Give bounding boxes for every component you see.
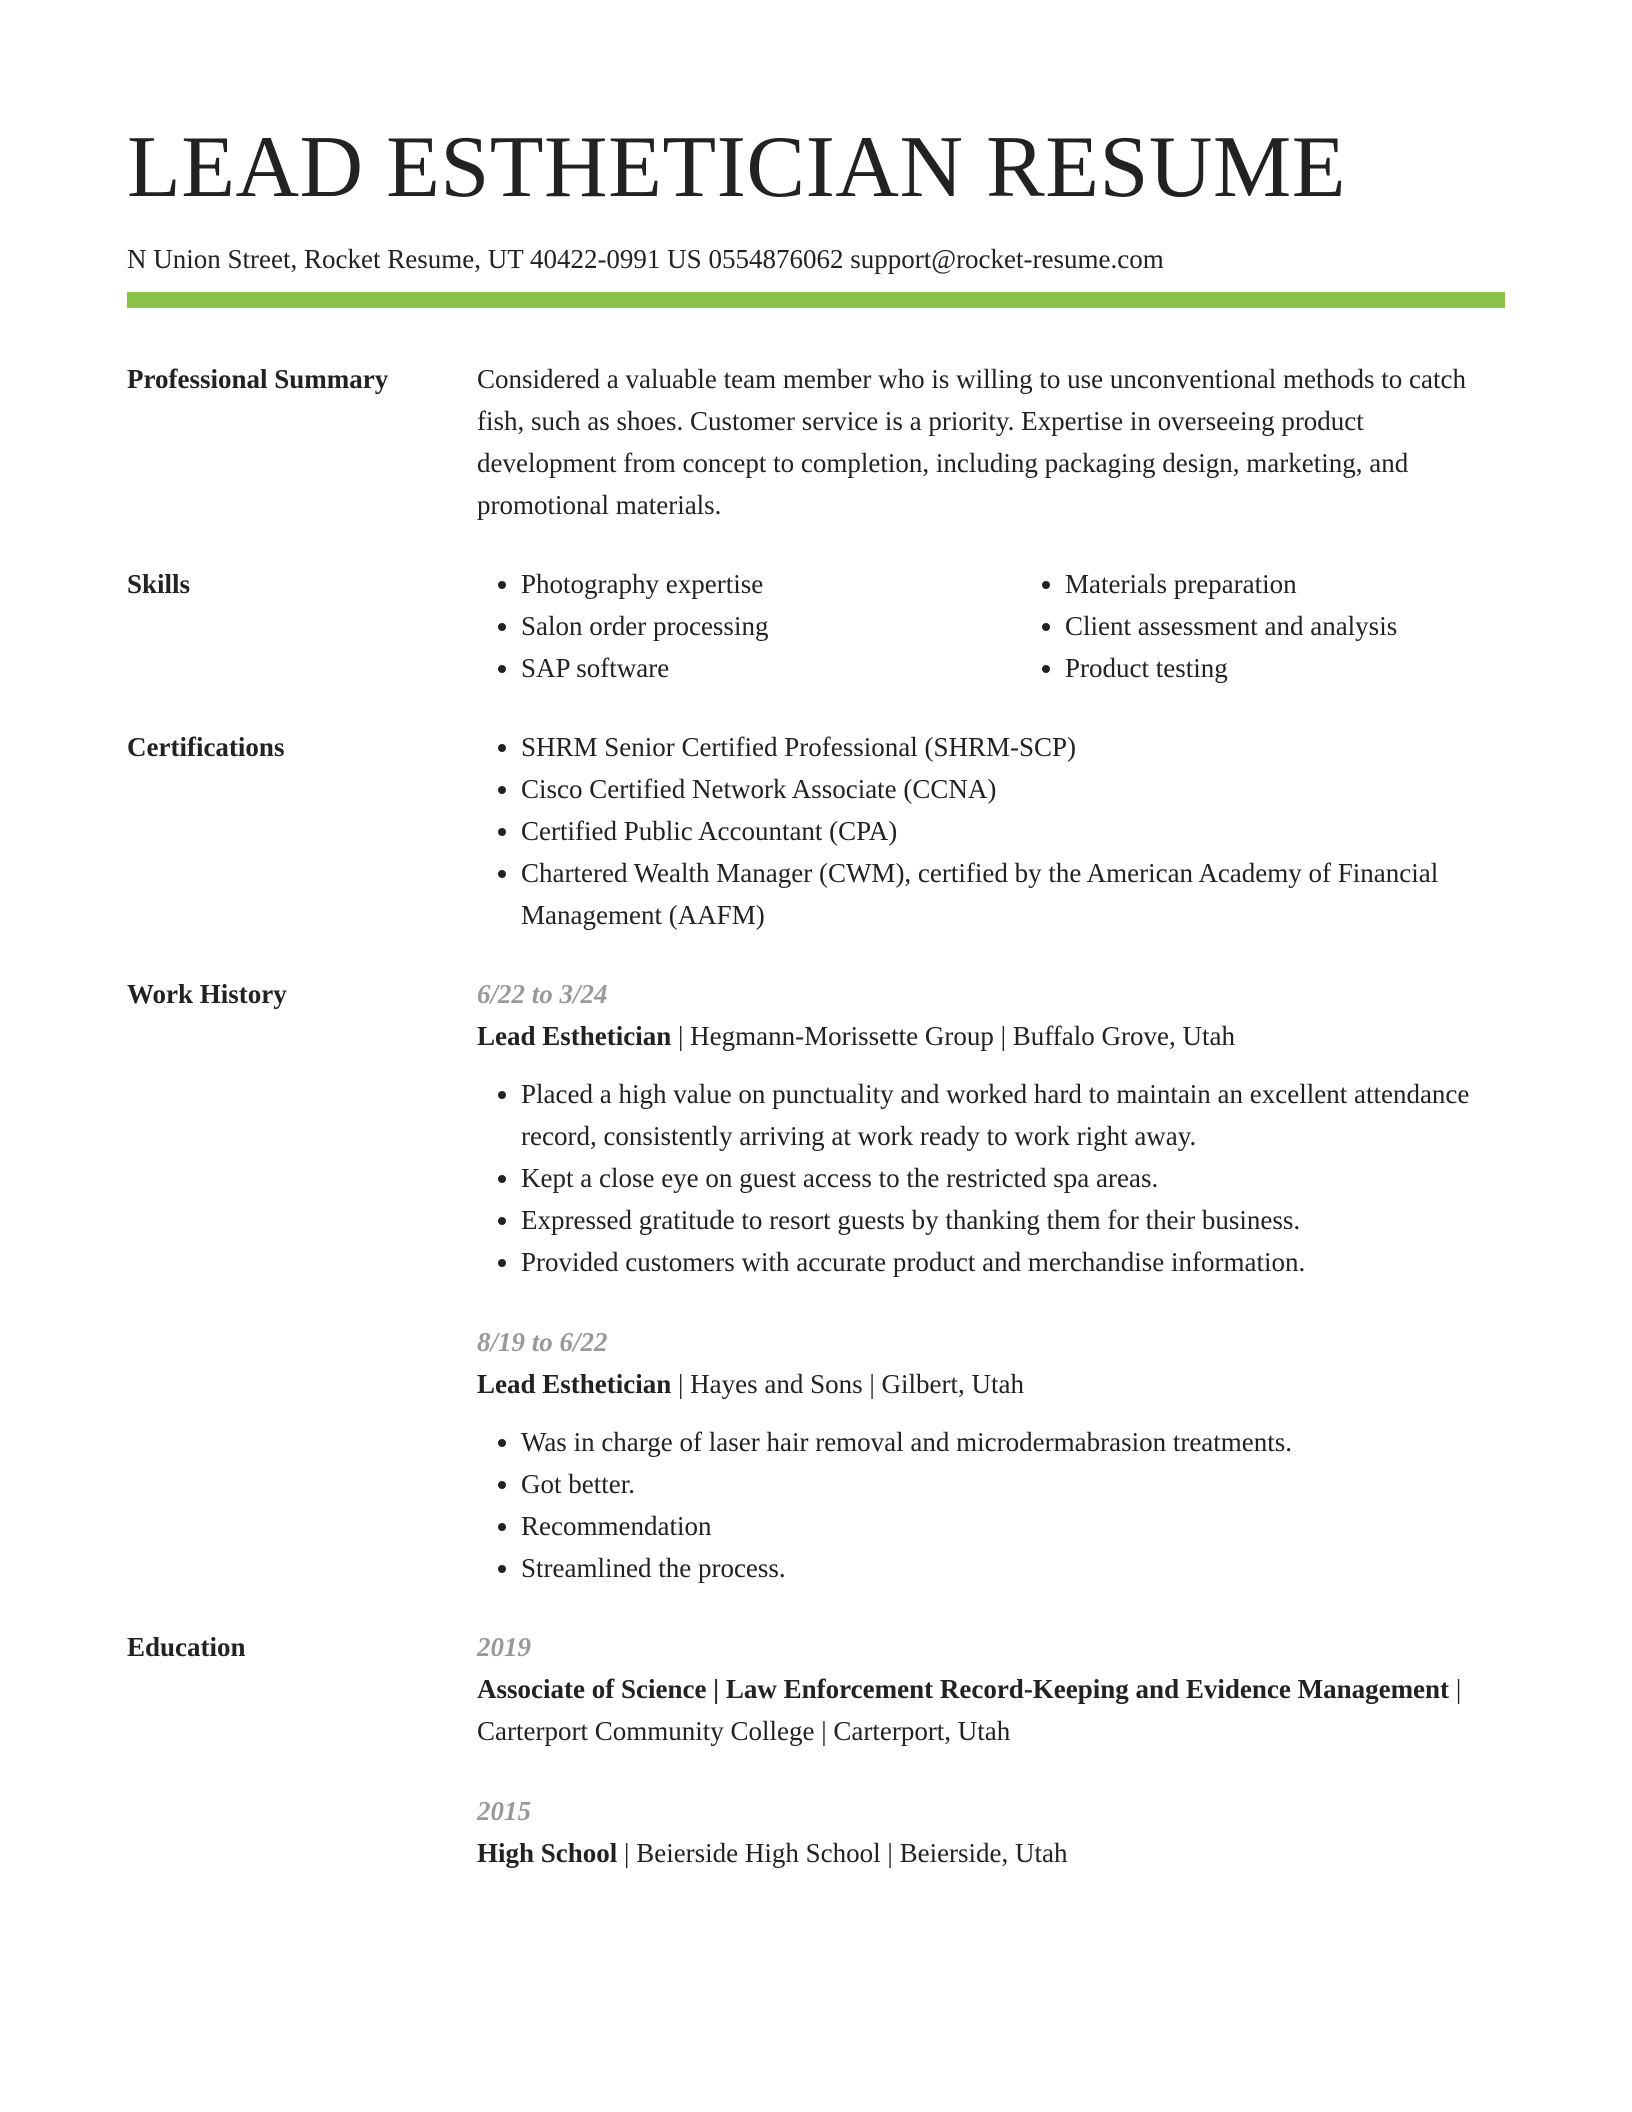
accent-divider	[127, 292, 1505, 308]
job-bullets	[477, 1073, 1505, 1283]
skill-item: • Materials preparation	[1065, 563, 1565, 605]
job-bullet: • Expressed gratitude to resort guests by thanking them for their business.	[521, 1199, 1505, 1241]
job-bullet: • Was in charge of laser hair removal and microdermabrasion treatments.	[521, 1421, 1505, 1463]
contact-line: N Union Street, Rocket Resume, UT 40422-0991 US 0554876062 support@rocket-resume.com	[127, 244, 1164, 274]
skills-body	[477, 563, 1565, 689]
education-details: | Carterport Community College | Carterport, Utah	[477, 1674, 1462, 1746]
job-title: Lead Esthetician	[477, 1369, 672, 1399]
certification-item: • Cisco Certified Network Associate (CCNA)	[521, 768, 1505, 810]
job-bullet: • Recommendation	[521, 1505, 1505, 1547]
job-dates: 6/22 to 3/24	[477, 979, 608, 1009]
education-degree: Associate of Science | Law Enforcement Record-Keeping and Evidence Management	[477, 1674, 1450, 1704]
education-entry	[477, 1626, 1505, 1752]
section-label-certifications: Certifications	[127, 732, 285, 762]
education-year: 2019	[477, 1632, 531, 1662]
education-section	[127, 1626, 1505, 1874]
certification-item: • SHRM Senior Certified Professional (SHRM-SCP)	[521, 726, 1505, 768]
skill-item: • Product testing	[1065, 647, 1565, 689]
job-bullet: • Got better.	[521, 1463, 1505, 1505]
job-heading	[477, 1015, 1505, 1057]
job-details: | Hegmann-Morissette Group | Buffalo Grove, Utah	[671, 1021, 1235, 1051]
education-body	[477, 1626, 1505, 1874]
certifications-body	[477, 726, 1505, 936]
education-entry	[477, 1790, 1505, 1874]
job-entry	[477, 1321, 1505, 1589]
education-heading	[477, 1832, 1505, 1874]
skills-section	[127, 563, 1505, 689]
skill-item: • Client assessment and analysis	[1065, 605, 1565, 647]
resume-title: LEAD ESTHETICIAN RESUME	[127, 119, 1346, 216]
certification-item: • Certified Public Accountant (CPA)	[521, 810, 1505, 852]
summary-section	[127, 358, 1505, 526]
section-label-skills: Skills	[127, 569, 191, 599]
skill-item: • Photography expertise	[521, 563, 1021, 605]
job-bullet: • Placed a high value on punctuality and worked hard to maintain an excellent attendance record, consistently arriving at work ready to work right away.	[521, 1073, 1505, 1157]
job-dates: 8/19 to 6/22	[477, 1327, 608, 1357]
job-details: | Hayes and Sons | Gilbert, Utah	[671, 1369, 1025, 1399]
skill-item: • Salon order processing	[521, 605, 1021, 647]
summary-text: Considered a valuable team member who is willing to use unconventional methods to catch fish, such as shoes. Customer service is a priority. Expertise in overseeing product development from concept to completion, including packaging design, marketing, and promotional materials.	[477, 364, 1467, 520]
job-title: Lead Esthetician	[477, 1021, 672, 1051]
work-history-body	[477, 973, 1505, 1589]
certifications-section	[127, 726, 1505, 936]
job-bullet: • Provided customers with accurate product and merchandise information.	[521, 1241, 1505, 1283]
education-year: 2015	[477, 1796, 531, 1826]
skill-item: • SAP software	[521, 647, 1021, 689]
job-bullet: • Streamlined the process.	[521, 1547, 1505, 1589]
education-details: | Beierside High School | Beierside, Utah	[617, 1838, 1068, 1868]
education-degree: High School	[477, 1838, 618, 1868]
certifications-list	[477, 726, 1505, 936]
section-label-education: Education	[127, 1632, 246, 1662]
section-label-summary: Professional Summary	[127, 364, 389, 394]
job-bullets	[477, 1421, 1505, 1589]
section-label-work-history: Work History	[127, 979, 287, 1009]
job-bullet: • Kept a close eye on guest access to the restricted spa areas.	[521, 1157, 1505, 1199]
certification-item: • Chartered Wealth Manager (CWM), certified by the American Academy of Financial Management (AAFM)	[521, 852, 1505, 936]
education-heading	[477, 1668, 1505, 1752]
summary-body	[477, 358, 1505, 526]
skills-list-left	[477, 563, 1021, 689]
job-entry	[477, 973, 1505, 1283]
work-history-section	[127, 973, 1505, 1589]
skills-list-right	[1021, 563, 1565, 689]
job-heading	[477, 1363, 1505, 1405]
